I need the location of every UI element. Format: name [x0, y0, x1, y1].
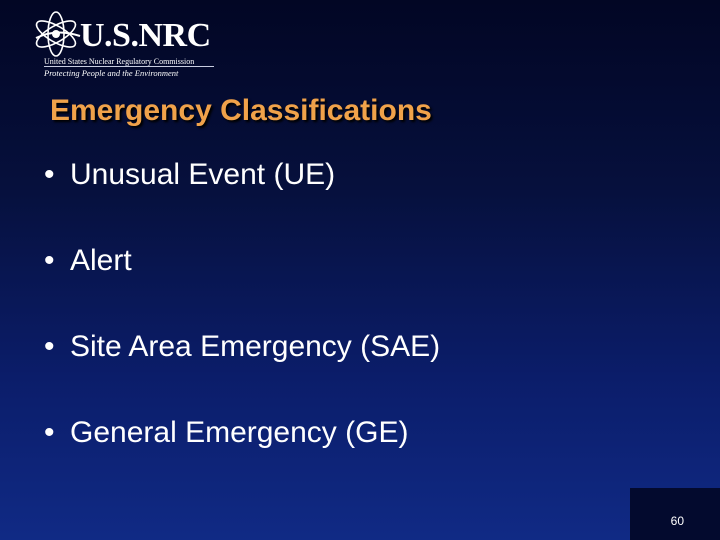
bullet-item [44, 413, 408, 453]
bullet-item [44, 155, 335, 195]
bullet-item [44, 241, 132, 281]
logo-wordmark: U.S.NRC [80, 17, 211, 54]
atom-icon [32, 10, 84, 60]
bullet-text: Unusual Event (UE) [70, 158, 336, 191]
page-number: 60 [670, 514, 684, 528]
logo-divider [44, 66, 214, 67]
logo-subtitle: United States Nuclear Regulatory Commission [44, 57, 195, 66]
nrc-logo [32, 10, 222, 80]
bullet-text: Alert [70, 244, 132, 277]
logo-tagline: Protecting People and the Environment [44, 68, 179, 78]
bullet-item [44, 327, 440, 367]
bullet-glyph: • [44, 416, 55, 449]
slide-title: Emergency Classifications [50, 94, 432, 127]
bullet-glyph: • [44, 244, 55, 277]
bullet-text: Site Area Emergency (SAE) [70, 330, 441, 363]
bullet-glyph: • [44, 158, 55, 191]
bullet-text: General Emergency (GE) [70, 416, 409, 449]
page-number-box [630, 488, 720, 540]
bullet-glyph: • [44, 330, 55, 363]
